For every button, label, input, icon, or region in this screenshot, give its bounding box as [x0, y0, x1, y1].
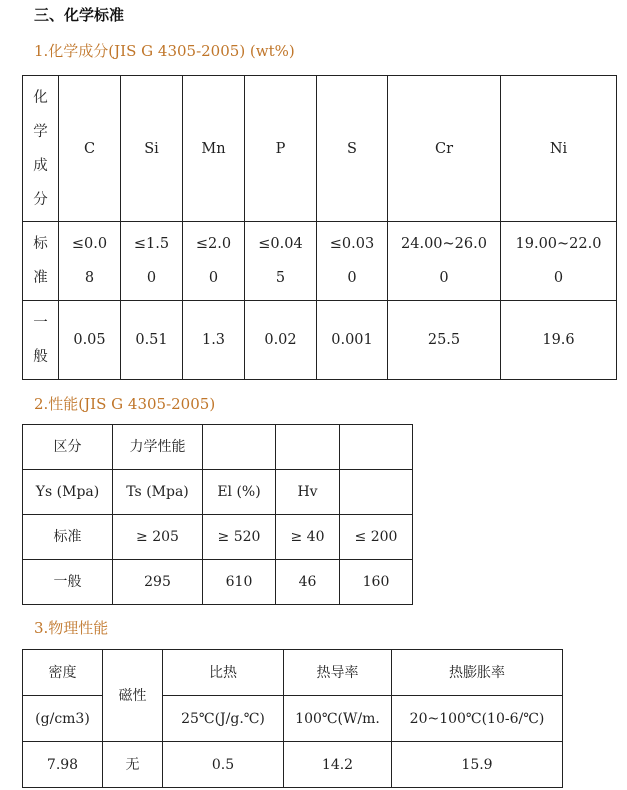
perf-typical-el: 610	[203, 560, 276, 605]
phys-label-row	[23, 650, 563, 696]
density-label: 密度	[23, 650, 103, 696]
conductivity-unit: 100℃(W/m.	[284, 696, 392, 742]
phys-value-row	[23, 742, 563, 788]
expansion-value: 15.9	[392, 742, 563, 788]
typical-ni: 19.6	[501, 301, 617, 380]
element-mn: Mn	[183, 76, 245, 222]
perf-header-blank	[276, 425, 340, 470]
magnetic-label: 磁性	[103, 650, 163, 742]
typical-si: 0.51	[121, 301, 183, 380]
perf-table	[22, 424, 413, 605]
typical-label: 一 般	[23, 301, 59, 380]
standard-p: ≤0.04 5	[245, 222, 317, 301]
expansion-unit: 20~100℃(10-6/℃)	[392, 696, 563, 742]
conductivity-label: 热导率	[284, 650, 392, 696]
perf-units-blank	[340, 470, 413, 515]
standard-ni: 19.00~22.0 0	[501, 222, 617, 301]
density-value: 7.98	[23, 742, 103, 788]
element-ni: Ni	[501, 76, 617, 222]
perf-units-row	[23, 470, 413, 515]
chem-row-label-header: 化 学 成 分	[23, 76, 59, 222]
perf-hv-header: Hv	[276, 470, 340, 515]
typical-c: 0.05	[59, 301, 121, 380]
specific-heat-unit: 25℃(J/g.℃)	[163, 696, 284, 742]
element-p: P	[245, 76, 317, 222]
typical-cr: 25.5	[388, 301, 501, 380]
perf-header-row	[23, 425, 413, 470]
phys-heading: 3.物理性能	[34, 619, 109, 637]
element-si: Si	[121, 76, 183, 222]
perf-el-header: El (%)	[203, 470, 276, 515]
density-unit: (g/cm3)	[23, 696, 103, 742]
magnetic-value: 无	[103, 742, 163, 788]
chem-typical-row	[23, 301, 617, 380]
perf-standard-label: 标准	[23, 515, 113, 560]
chem-table	[22, 75, 617, 380]
perf-typical-max: 160	[340, 560, 413, 605]
phys-table	[22, 649, 563, 788]
chem-element-row	[23, 76, 617, 222]
standard-mn: ≤2.0 0	[183, 222, 245, 301]
specific-heat-label: 比热	[163, 650, 284, 696]
standard-si: ≤1.5 0	[121, 222, 183, 301]
perf-typical-label: 一般	[23, 560, 113, 605]
typical-s: 0.001	[317, 301, 388, 380]
element-cr: Cr	[388, 76, 501, 222]
section-title: 三、化学标准	[34, 6, 125, 24]
perf-ys-header: Ys (Mpa)	[23, 470, 113, 515]
standard-s: ≤0.03 0	[317, 222, 388, 301]
perf-standard-max: ≤ 200	[340, 515, 413, 560]
perf-standard-hv: ≥ 40	[276, 515, 340, 560]
chem-standard-row	[23, 222, 617, 301]
element-c: C	[59, 76, 121, 222]
specific-heat-value: 0.5	[163, 742, 284, 788]
element-s: S	[317, 76, 388, 222]
standard-cr: 24.00~26.0 0	[388, 222, 501, 301]
perf-typical-ts: 295	[113, 560, 203, 605]
conductivity-value: 14.2	[284, 742, 392, 788]
perf-standard-row	[23, 515, 413, 560]
chem-heading: 1.化学成分(JIS G 4305-2005) (wt%)	[34, 42, 295, 60]
perf-ts-header: Ts (Mpa)	[113, 470, 203, 515]
perf-category-header: 区分	[23, 425, 113, 470]
perf-heading: 2.性能(JIS G 4305-2005)	[34, 395, 216, 413]
typical-p: 0.02	[245, 301, 317, 380]
standard-label: 标 准	[23, 222, 59, 301]
perf-header-blank	[203, 425, 276, 470]
perf-standard-ts: ≥ 205	[113, 515, 203, 560]
perf-typical-row	[23, 560, 413, 605]
perf-typical-hv: 46	[276, 560, 340, 605]
expansion-label: 热膨胀率	[392, 650, 563, 696]
standard-c: ≤0.0 8	[59, 222, 121, 301]
perf-header-blank	[340, 425, 413, 470]
perf-standard-el: ≥ 520	[203, 515, 276, 560]
typical-mn: 1.3	[183, 301, 245, 380]
perf-mechanical-header: 力学性能	[113, 425, 203, 470]
